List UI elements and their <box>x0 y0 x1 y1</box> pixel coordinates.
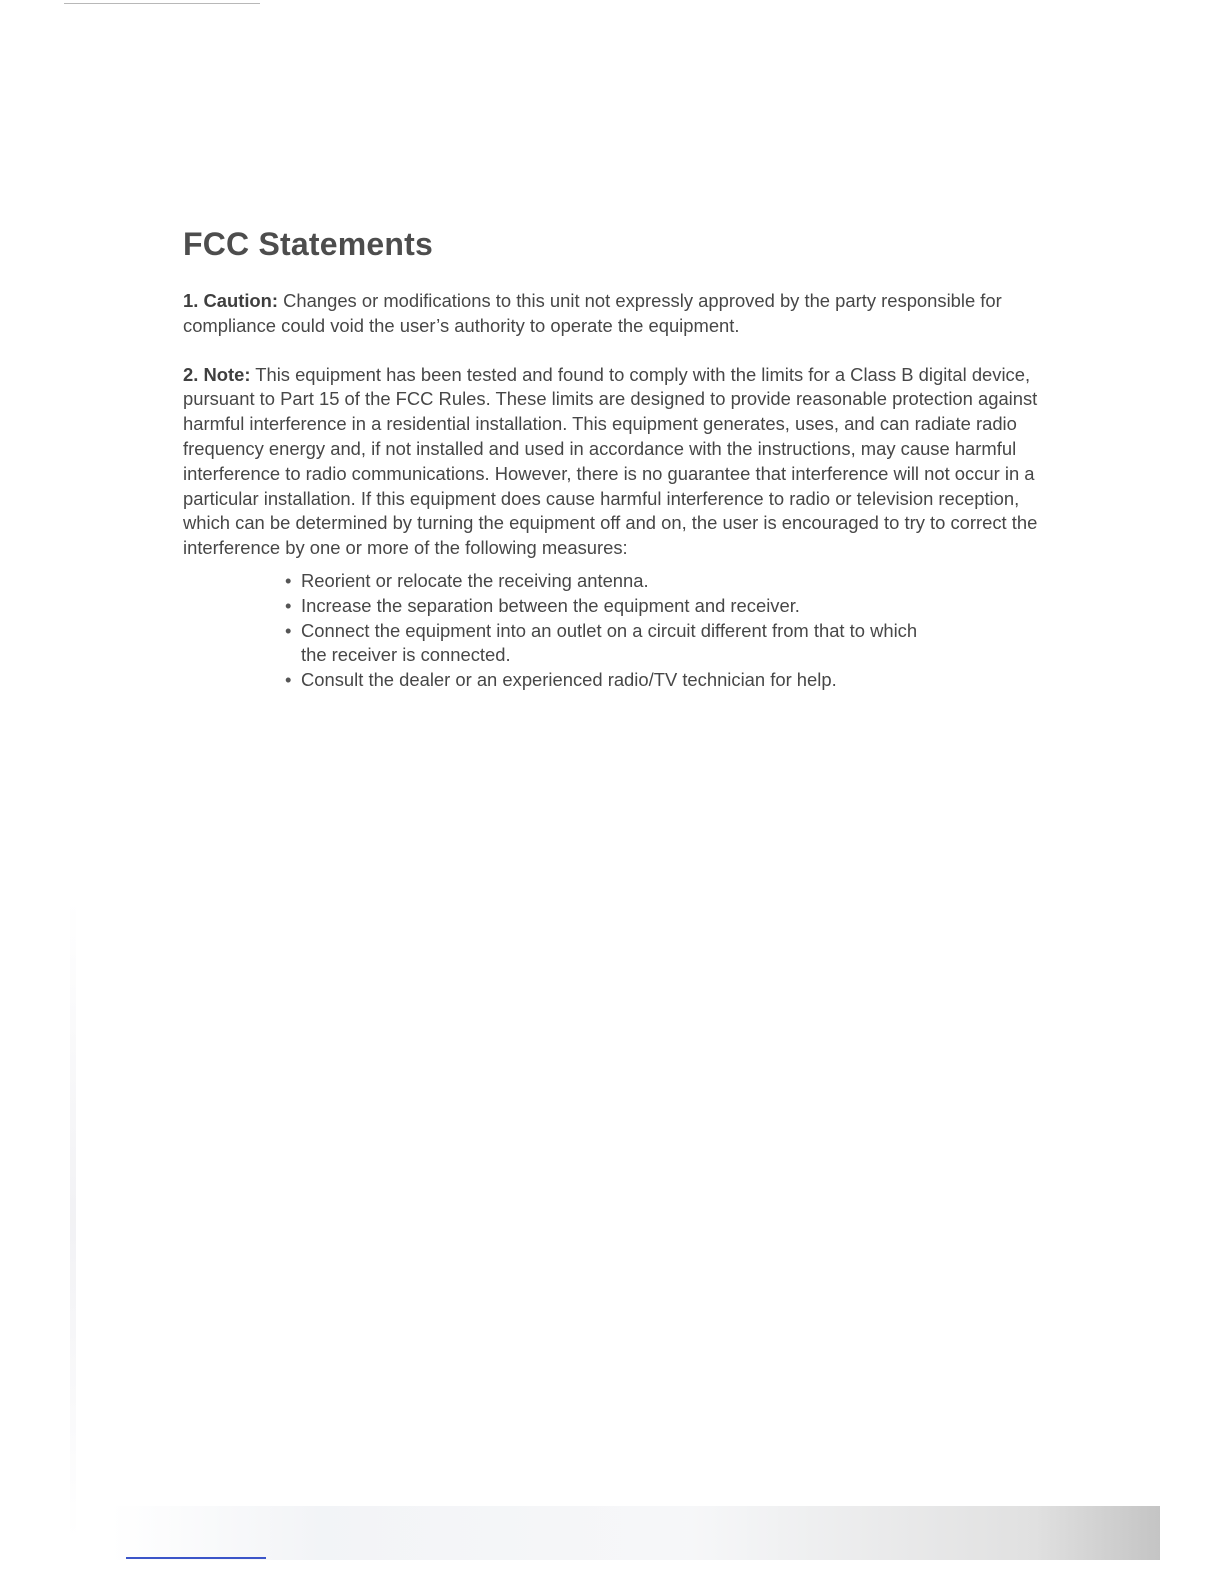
note-paragraph <box>183 363 1043 561</box>
caution-text: Changes or modifications to this unit not expressly approved by the party responsible for compliance could void the user’s authority to operate the equipment. <box>183 290 1002 336</box>
page-title: FCC Statements <box>183 226 433 262</box>
note-label: 2. Note: <box>183 363 251 385</box>
measures-list <box>183 569 945 693</box>
note-text: This equipment has been tested and found to comply with the limits for a Class B digital device, pursuant to Part 15 of the FCC Rules. These limits are designed to provide reasonable protection against harmful interference in a residential installation. This equipment generates, uses, and can radiate radio frequency energy and, if not installed and used in accordance with the instructions, may cause harmful interference to radio communications. However, there is no guarantee that interference will not occur in a particular installation. If this equipment does cause harmful interference to radio or television reception, which can be determined by turning the equipment off and on, the user is encouraged to try to correct the interference by one or more of the following measures: <box>183 363 1038 559</box>
list-item: • Reorient or relocate the receiving antenna. <box>285 569 945 594</box>
list-item: • Increase the separation between the equipment and receiver. <box>285 594 945 619</box>
caution-paragraph <box>183 289 1043 339</box>
scan-bottom-shadow <box>110 1506 1160 1560</box>
caution-label: 1. Caution: <box>183 290 279 311</box>
list-item: • Consult the dealer or an experienced radio/TV technician for help. <box>285 668 945 693</box>
top-rule-divider <box>64 3 260 4</box>
bottom-rule-divider <box>126 1557 266 1559</box>
list-item: • Connect the equipment into an outlet on a circuit different from that to which the receiver is connected. <box>285 619 945 669</box>
scan-edge-shadow <box>70 900 76 1540</box>
document-body <box>183 224 1043 693</box>
